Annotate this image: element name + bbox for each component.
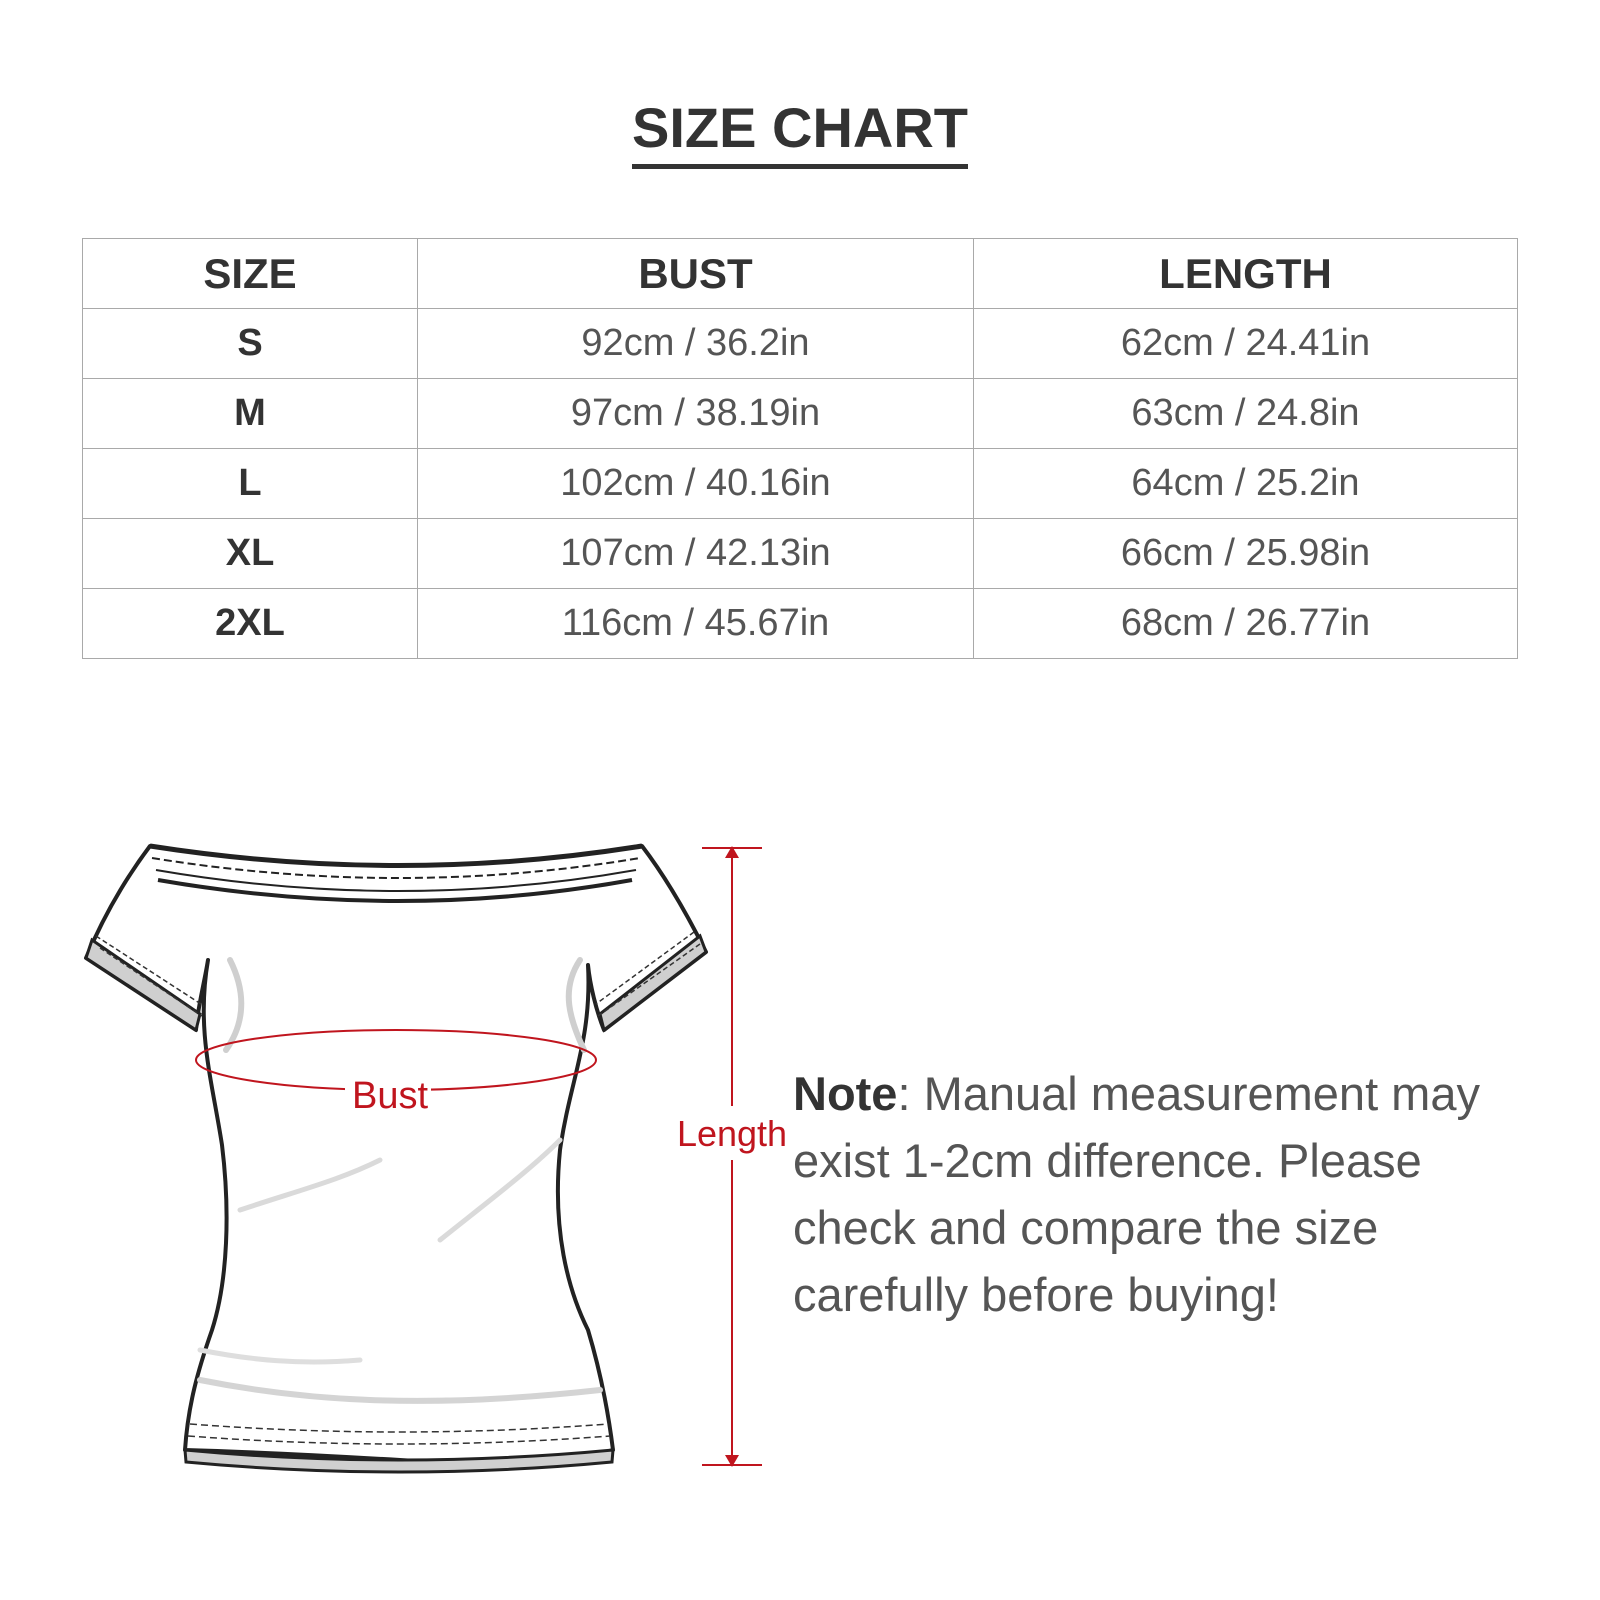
- page-title-text: SIZE CHART: [632, 96, 968, 169]
- size-cell: M: [83, 379, 418, 449]
- length-cell: 62cm / 24.41in: [974, 309, 1518, 379]
- garment-diagram: [0, 800, 820, 1500]
- length-label: Length: [676, 1113, 788, 1154]
- bust-cell: 107cm / 42.13in: [418, 519, 974, 589]
- shirt-outline: [86, 846, 706, 1472]
- length-cell: 68cm / 26.77in: [974, 589, 1518, 659]
- page-title: [0, 96, 1600, 169]
- table-row: [83, 519, 1518, 589]
- table-row: [83, 589, 1518, 659]
- header-length: LENGTH: [974, 239, 1518, 309]
- size-cell: L: [83, 449, 418, 519]
- bust-cell: 102cm / 40.16in: [418, 449, 974, 519]
- measurement-note: [793, 1060, 1533, 1328]
- size-cell: S: [83, 309, 418, 379]
- length-cell: 63cm / 24.8in: [974, 379, 1518, 449]
- bust-cell: 97cm / 38.19in: [418, 379, 974, 449]
- note-label: Note: [793, 1067, 898, 1120]
- table-header-row: [83, 239, 1518, 309]
- size-cell: XL: [83, 519, 418, 589]
- size-cell: 2XL: [83, 589, 418, 659]
- length-measurement: [702, 848, 762, 1465]
- size-table: [82, 238, 1518, 659]
- length-cell: 66cm / 25.98in: [974, 519, 1518, 589]
- length-cell: 64cm / 25.2in: [974, 449, 1518, 519]
- note-text: : Manual measurement may exist 1-2cm difference. Please check and compare the size carefully before buying!: [793, 1067, 1480, 1321]
- table-row: [83, 379, 1518, 449]
- header-size: SIZE: [83, 239, 418, 309]
- table-row: [83, 309, 1518, 379]
- bust-cell: 92cm / 36.2in: [418, 309, 974, 379]
- bust-cell: 116cm / 45.67in: [418, 589, 974, 659]
- bust-label: Bust: [351, 1075, 429, 1117]
- table-row: [83, 449, 1518, 519]
- header-bust: BUST: [418, 239, 974, 309]
